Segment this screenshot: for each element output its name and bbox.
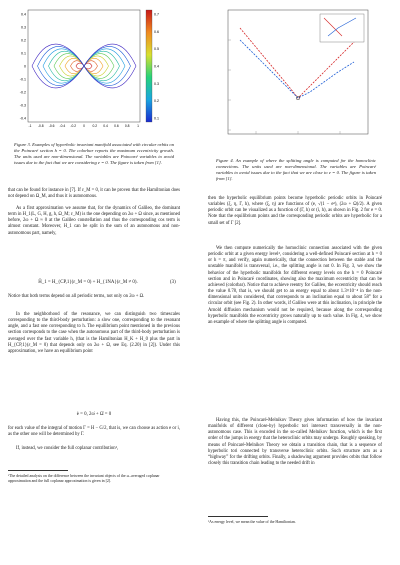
colorbar-tick-label: 0.4	[154, 64, 159, 69]
x-tick-label: -1	[28, 124, 32, 128]
colorbar-tick-label: 0.1	[154, 116, 159, 121]
y-tick-label: 0.4	[21, 12, 26, 17]
colorbar-tick-label: 0.7	[154, 12, 159, 17]
x-tick-label: 0.6	[114, 124, 119, 128]
x-tick-label: -0.8	[37, 124, 44, 128]
footnote-rule	[8, 470, 68, 471]
x-tick-label: 0.2	[92, 124, 98, 128]
x-tick-label: -0.4	[59, 124, 66, 128]
colorbar-tick-label: 0.6	[154, 29, 159, 34]
figure-3-plot	[14, 6, 174, 134]
footnote: ²As energy level, we mean the value of the Hamiltonian.	[208, 520, 296, 524]
footnote-rule	[208, 516, 268, 517]
paragraph: If, instead, we consider the full coplanar contribution¹,	[16, 446, 119, 451]
x-tick-label: -0.2	[70, 124, 77, 128]
colorbar-tick-label: 0.2	[154, 99, 159, 104]
x-tick-label: 1	[137, 124, 139, 128]
figure-3-caption: Figure 3. Examples of hyperbolic invariant manifold associated with circular orbits on the Poincaré section h = 0. The colorbar reports the maximum eccentricity growth. The units used are non-dimensional. The variables are Poincaré variables to avoid issues due to the fact that we are considering e = 0. The figure is taken from [1].	[14, 142, 174, 166]
colorbar-tick-label: 0.3	[154, 81, 159, 86]
footnote: ¹The detailed analysis on the difference between the invariant objects of the ω–averaged coplanar approximation and the full coplanar approximation is given in [2].	[8, 474, 160, 483]
colorbar	[146, 10, 152, 122]
y-tick-label: 0.3	[21, 25, 26, 30]
paragraph: for each value of the integral of motion Γ = H − G/2, that is, we can choose as action e or i, as the other one will be determined by Γ.	[8, 426, 180, 438]
equation-number: (3)	[170, 280, 176, 285]
paragraph: We then compute numerically the homoclinic connection associated with the given periodic orbit at a given energy level², considering a well-defined Poincaré section at h = 0 or h = π, and verify, again numerically, that the connection between the stable and the unstable manifold is transversal, i.e., the splitting angle is not 0. In Fig. 3, we show the behavior of the hyperbolic manifolds for different energy levels on the h = 0 Poincaré section and in Poincaré coordinates, showing also the maximum eccentricity that can be achieved (colorbar). Notice that to achieve reentry for Galileo, the eccentricity should reach the value 0.78, that is, we should get to an energy equal to about 1.3×10⁻⁴ in the non-dimensional units considered, that corresponds to an inclination equal to about 58° for a circular orbit (see Fig. 2). In other words, if Galileo were at this inclination, in principle the Arnold diffusion mechanism would not be required, because along the corresponding hyperbolic manifolds the eccentricity grows naturally up to such value. In Fig. 4, we show an example of where the splitting angle is computed.	[208, 246, 382, 325]
figure-4-caption: Figure 4. An example of where the splitting angle is computed for the homoclinic connections. The units used are non-dimensional. The variables are Poincaré variables to avoid issues due to the fact that we are close to e = 0. The figure is taken from [1].	[216, 158, 376, 182]
y-tick-label: -0.1	[19, 77, 26, 82]
y-tick-label: -0.4	[19, 116, 26, 121]
y-tick-label: 0.2	[21, 38, 26, 43]
x-tick-label: -0.6	[48, 124, 55, 128]
y-tick-label: -0.2	[19, 90, 26, 95]
paragraph: In the neighborhood of the resonance, we can distinguish two timescales corresponding to the third-body perturbation: a slow one, corresponding to the resonant angle, and a fast one corresponding to h. The equilibrium point mentioned in the previous section corresponds to the case when the autonomous part of the third-body perturbation is averaged over the fast variable h, (that is the Hamiltonian H_K + H_0 plus the part in H_{CP,1}(ε_M = 0) that depends only on 2ω + Ω, see Eq. (2.20) in [2]). Under this approximation, we have an equilibrium point	[8, 312, 180, 354]
y-tick-label: -0.3	[19, 103, 26, 108]
equation-3: H̄_1 = H_{CP,1}(ε_M = 0) + H_{1NA}(ε_M ≠ 0).	[38, 280, 138, 285]
x-tick-label: 0.8	[124, 124, 130, 128]
colorbar-tick-label: 0.5	[154, 47, 159, 52]
y-tick-label: 0.1	[21, 51, 26, 56]
x-tick-label: 0	[83, 124, 85, 128]
x-tick-label: 0.4	[103, 124, 108, 128]
paragraph: As a first approximation we assume that, for the dynamics of Galileo, the dominant term in H_1(L, G, H, g, h, Ω_M; ε_M) is the one depending on 2ω + Ω since, as mentioned before, 2ω + Ω ≈ 0 at the Galileo constellation and thus the corresponding cos term is almost constant. Moreover, H_1 can be split in the sum of an autonomous and non-autonomous part, namely,	[8, 206, 180, 236]
paragraph: that can be found for instance in [7]. If ε_M = 0, it can be proven that the Hamiltonian does not depend on Ω_M, and thus it is autonomous.	[8, 188, 180, 200]
equation-4: ė = 0, 2ω̇ + Ω̇ = 0	[76, 412, 112, 417]
paragraph: Having this, the Poincaré-Melnikov Theory gives information of how the invariant manifolds of different (close-by) hyperbolic tori intersect transversally in the non-autonomous case. This is encoded in the so-called Melnikov function, which is the first order of the jumps in energy that the heteroclinic orbits may undergo. Roughly speaking, by means of Poincaré-Melnikov Theory we obtain a transition chain, that is a sequence of hyperbolic tori connected by transverse heteroclinic orbits. Such structure acts as a “highway” for the drifting orbits. Finally, a shadowing argument provides orbits that follow closely this transition chain leading to the needed drift in	[208, 418, 382, 467]
paragraph: then the hyperbolic equilibrium points become hyperbolic periodic orbits in Poincaré variables (ξ, η, Γ, h), where (ξ, η) are functions of (e, √(1 − e²), (2ω + Ω)/2). A given periodic orbit can be visualized as a function of (Γ, h) or (i, h), as shown in Fig. 2 for e = 0. Note that the equilibrium points and the corresponding periodic orbits are hyperbolic for a small set of Γ [2].	[208, 196, 382, 226]
inset-plot	[320, 14, 364, 42]
paragraph: Notice that both terms depend on all periodic terms, not only on 2ω + Ω.	[8, 294, 145, 299]
figure-4-plot	[216, 6, 376, 146]
y-tick-label: 0	[24, 64, 26, 69]
